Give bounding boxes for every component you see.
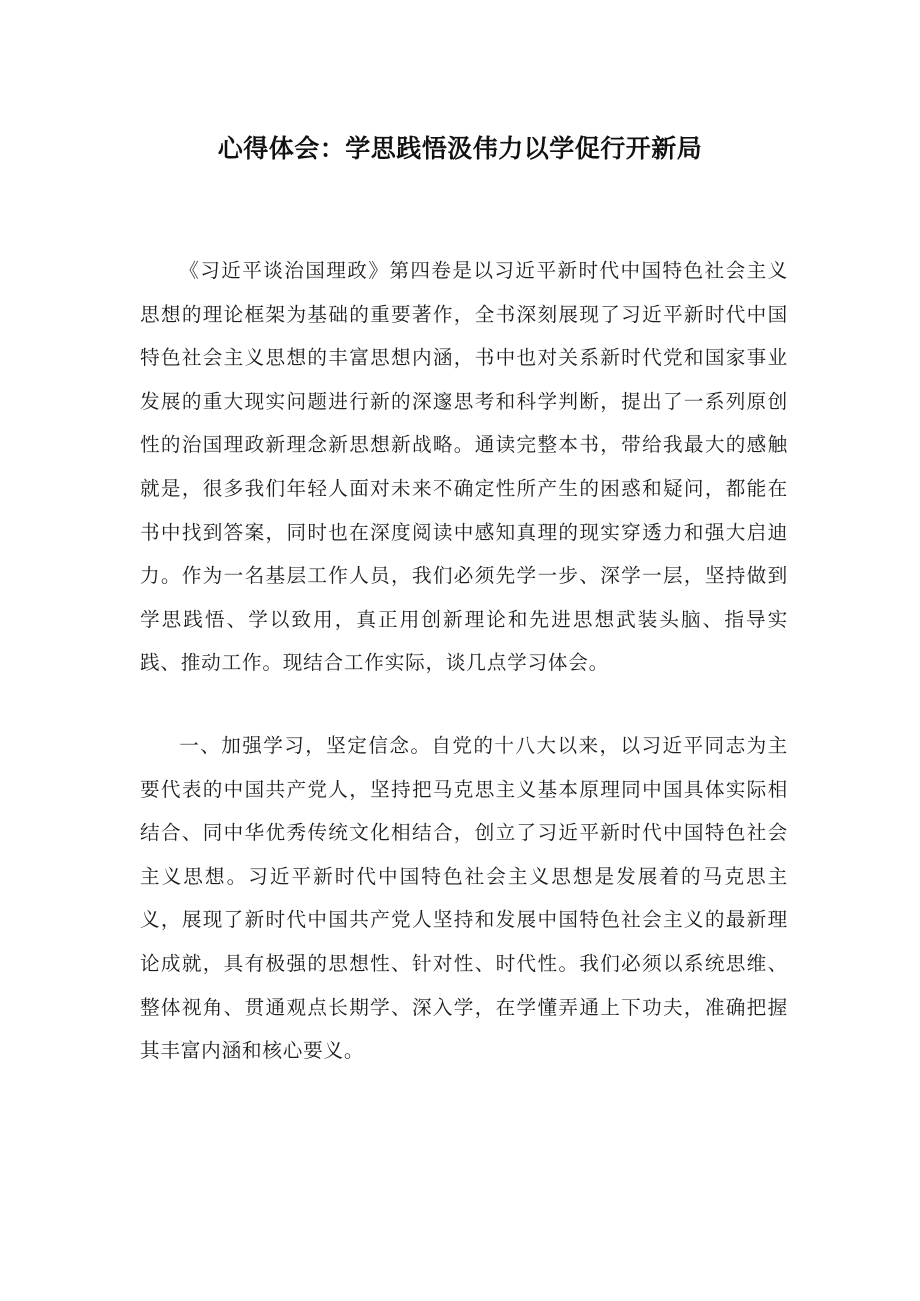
document-title: 心得体会：学思践悟汲伟力以学促行开新局 bbox=[217, 133, 703, 163]
paragraph-section-one: 一、加强学习，坚定信念。自党的十八大以来，以习近平同志为主要代表的中国共产党人，坚持把马克思主义基本原理同中国具体实际相结合、同中华优秀传统文化相结合，创立了习近平新时代中国特色社会主义思想。习近平新时代中国特色社会主义思想是发展着的马克思主义，展现了新时代中国共产党人坚持和发展中国特色社会主义的最新理论成就，具有极强的思想性、针对性、时代性。我们必须以系统思维、整体视角、贯通观点长期学、深入学，在学懂弄通上下功夫，准确把握其丰富内涵和核心要义。 bbox=[140, 734, 788, 1063]
paragraph-intro: 《习近平谈治国理政》第四卷是以习近平新时代中国特色社会主义思想的理论框架为基础的重要著作，全书深刻展现了习近平新时代中国特色社会主义思想的丰富思想内涵，书中也对关系新时代党和国家事业发展的重大现实问题进行新的深邃思考和科学判断，提出了一系列原创性的治国理政新理念新思想新战略。通读完整本书，带给我最大的感触就是，很多我们年轻人面对未来不确定性所产生的困惑和疑问，都能在书中找到答案，同时也在深度阅读中感知真理的现实穿透力和强大启迪力。作为一名基层工作人员，我们必须先学一步、深学一层，坚持做到学思践悟、学以致用，真正用创新理论和先进思想武装头脑、指导实践、推动工作。现结合工作实际，谈几点学习体会。 bbox=[140, 259, 788, 675]
